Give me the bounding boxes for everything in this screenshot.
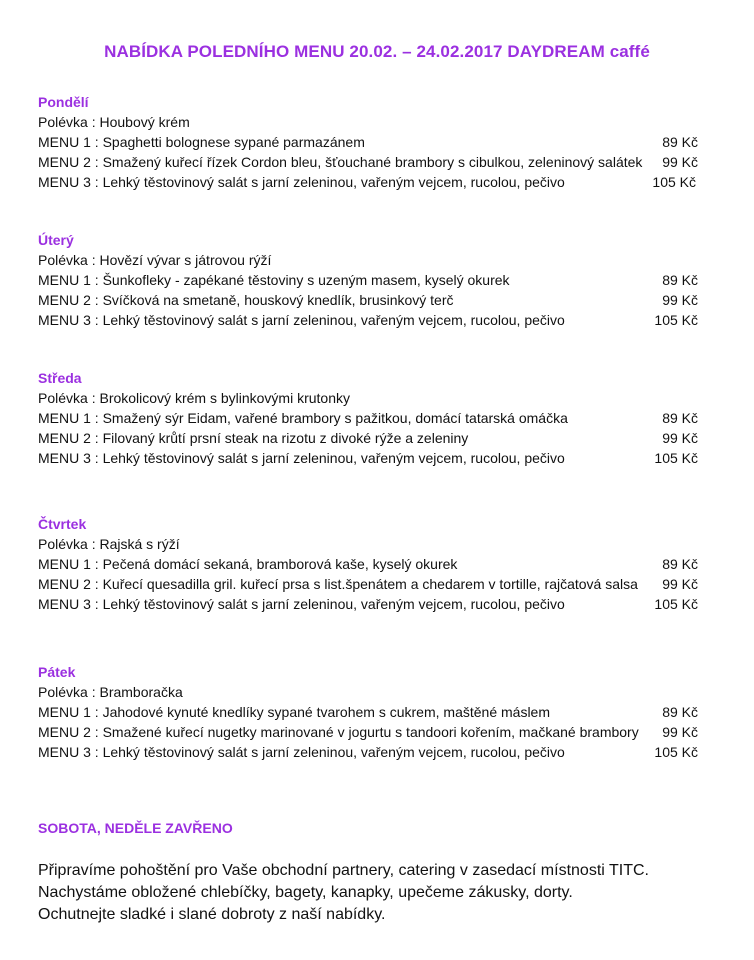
day-section-wednesday [38, 368, 718, 468]
day-name: Pátek [38, 664, 76, 680]
footer-line: Připravíme pohoštění pro Vaše obchodní partnery, catering v zasedací místnosti TITC. [38, 862, 649, 879]
menu-line [38, 270, 718, 290]
soup-text: Polévka : Hovězí vývar s játrovou rýží [38, 252, 272, 268]
menu-price: 105 Kč [654, 744, 698, 760]
menu-text: MENU 1 : Smažený sýr Eidam, vařené brambory s pažitkou, domácí tatarská omáčka [38, 410, 568, 426]
soup-line [38, 388, 718, 408]
menu-text: MENU 2 : Smažený kuřecí řízek Cordon bleu, šťouchané brambory s cibulkou, zeleninový salátek [38, 154, 643, 170]
menu-text: MENU 1 : Spaghetti bolognese sypané parmazánem [38, 134, 365, 150]
menu-price: 105 Kč [654, 596, 698, 612]
soup-text: Polévka : Houbový krém [38, 114, 190, 130]
menu-line [38, 428, 718, 448]
menu-line [38, 172, 718, 192]
menu-price: 99 Kč [662, 576, 698, 592]
menu-price: 99 Kč [662, 292, 698, 308]
menu-price: 105 Kč [654, 312, 698, 328]
menu-text: MENU 1 : Pečená domácí sekaná, bramborová kaše, kyselý okurek [38, 556, 458, 572]
menu-line [38, 152, 718, 172]
menu-line [38, 722, 718, 742]
footer-line: Ochutnejte sladké i slané dobroty z naší nabídky. [38, 906, 386, 923]
catering-note [38, 860, 728, 926]
weekend-closed-notice: SOBOTA, NEDĚLE ZAVŘENO [38, 820, 233, 836]
day-name: Čtvrtek [38, 516, 87, 532]
menu-text: MENU 2 : Filovaný krůtí prsní steak na rizotu z divoké rýže a zeleniny [38, 430, 469, 446]
menu-line [38, 742, 718, 762]
menu-line [38, 594, 718, 614]
soup-line [38, 250, 718, 270]
menu-line [38, 132, 718, 152]
page-title: NABÍDKA POLEDNÍHO MENU 20.02. – 24.02.2017 DAYDREAM caffé [104, 42, 650, 61]
day-name: Úterý [38, 232, 74, 248]
menu-text: MENU 3 : Lehký těstovinový salát s jarní zeleninou, vařeným vejcem, rucolou, pečivo [38, 174, 565, 190]
menu-line [38, 554, 718, 574]
menu-line [38, 574, 718, 594]
day-name: Středa [38, 370, 82, 386]
menu-line [38, 702, 718, 722]
soup-text: Polévka : Bramboračka [38, 684, 183, 700]
menu-text: MENU 1 : Jahodové kynuté knedlíky sypané tvarohem s cukrem, maštěné máslem [38, 704, 550, 720]
day-section-tuesday [38, 230, 718, 330]
day-section-monday [38, 92, 718, 192]
soup-line [38, 112, 718, 132]
soup-text: Polévka : Rajská s rýží [38, 536, 180, 552]
menu-price: 89 Kč [662, 272, 698, 288]
menu-price: 89 Kč [662, 134, 698, 150]
day-section-friday [38, 662, 718, 762]
menu-line [38, 290, 718, 310]
menu-line [38, 310, 718, 330]
menu-price: 89 Kč [662, 556, 698, 572]
soup-text: Polévka : Brokolicový krém s bylinkovými krutonky [38, 390, 350, 406]
day-name: Pondělí [38, 94, 89, 110]
day-section-thursday [38, 514, 718, 614]
menu-text: MENU 2 : Svíčková na smetaně, houskový knedlík, brusinkový terč [38, 292, 454, 308]
menu-text: MENU 3 : Lehký těstovinový salát s jarní zeleninou, vařeným vejcem, rucolou, pečivo [38, 596, 565, 612]
menu-text: MENU 2 : Smažené kuřecí nugetky marinované v jogurtu s tandoori kořením, mačkané brambory [38, 724, 639, 740]
menu-line [38, 408, 718, 428]
menu-price: 99 Kč [662, 154, 698, 170]
menu-text: MENU 1 : Šunkofleky - zapékané těstoviny s uzeným masem, kyselý okurek [38, 272, 510, 288]
menu-text: MENU 3 : Lehký těstovinový salát s jarní zeleninou, vařeným vejcem, rucolou, pečivo [38, 312, 565, 328]
menu-text: MENU 2 : Kuřecí quesadilla gril. kuřecí prsa s list.špenátem a chedarem v tortille, rajčatová salsa [38, 576, 638, 592]
menu-price: 105 Kč [654, 450, 698, 466]
menu-price: 105 Kč [652, 174, 696, 190]
soup-line [38, 682, 718, 702]
soup-line [38, 534, 718, 554]
footer-line: Nachystáme obložené chlebíčky, bagety, kanapky, upečeme zákusky, dorty. [38, 884, 573, 901]
menu-text: MENU 3 : Lehký těstovinový salát s jarní zeleninou, vařeným vejcem, rucolou, pečivo [38, 450, 565, 466]
menu-price: 99 Kč [662, 430, 698, 446]
menu-text: MENU 3 : Lehký těstovinový salát s jarní zeleninou, vařeným vejcem, rucolou, pečivo [38, 744, 565, 760]
menu-line [38, 448, 718, 468]
menu-price: 89 Kč [662, 410, 698, 426]
menu-price: 89 Kč [662, 704, 698, 720]
menu-price: 99 Kč [662, 724, 698, 740]
